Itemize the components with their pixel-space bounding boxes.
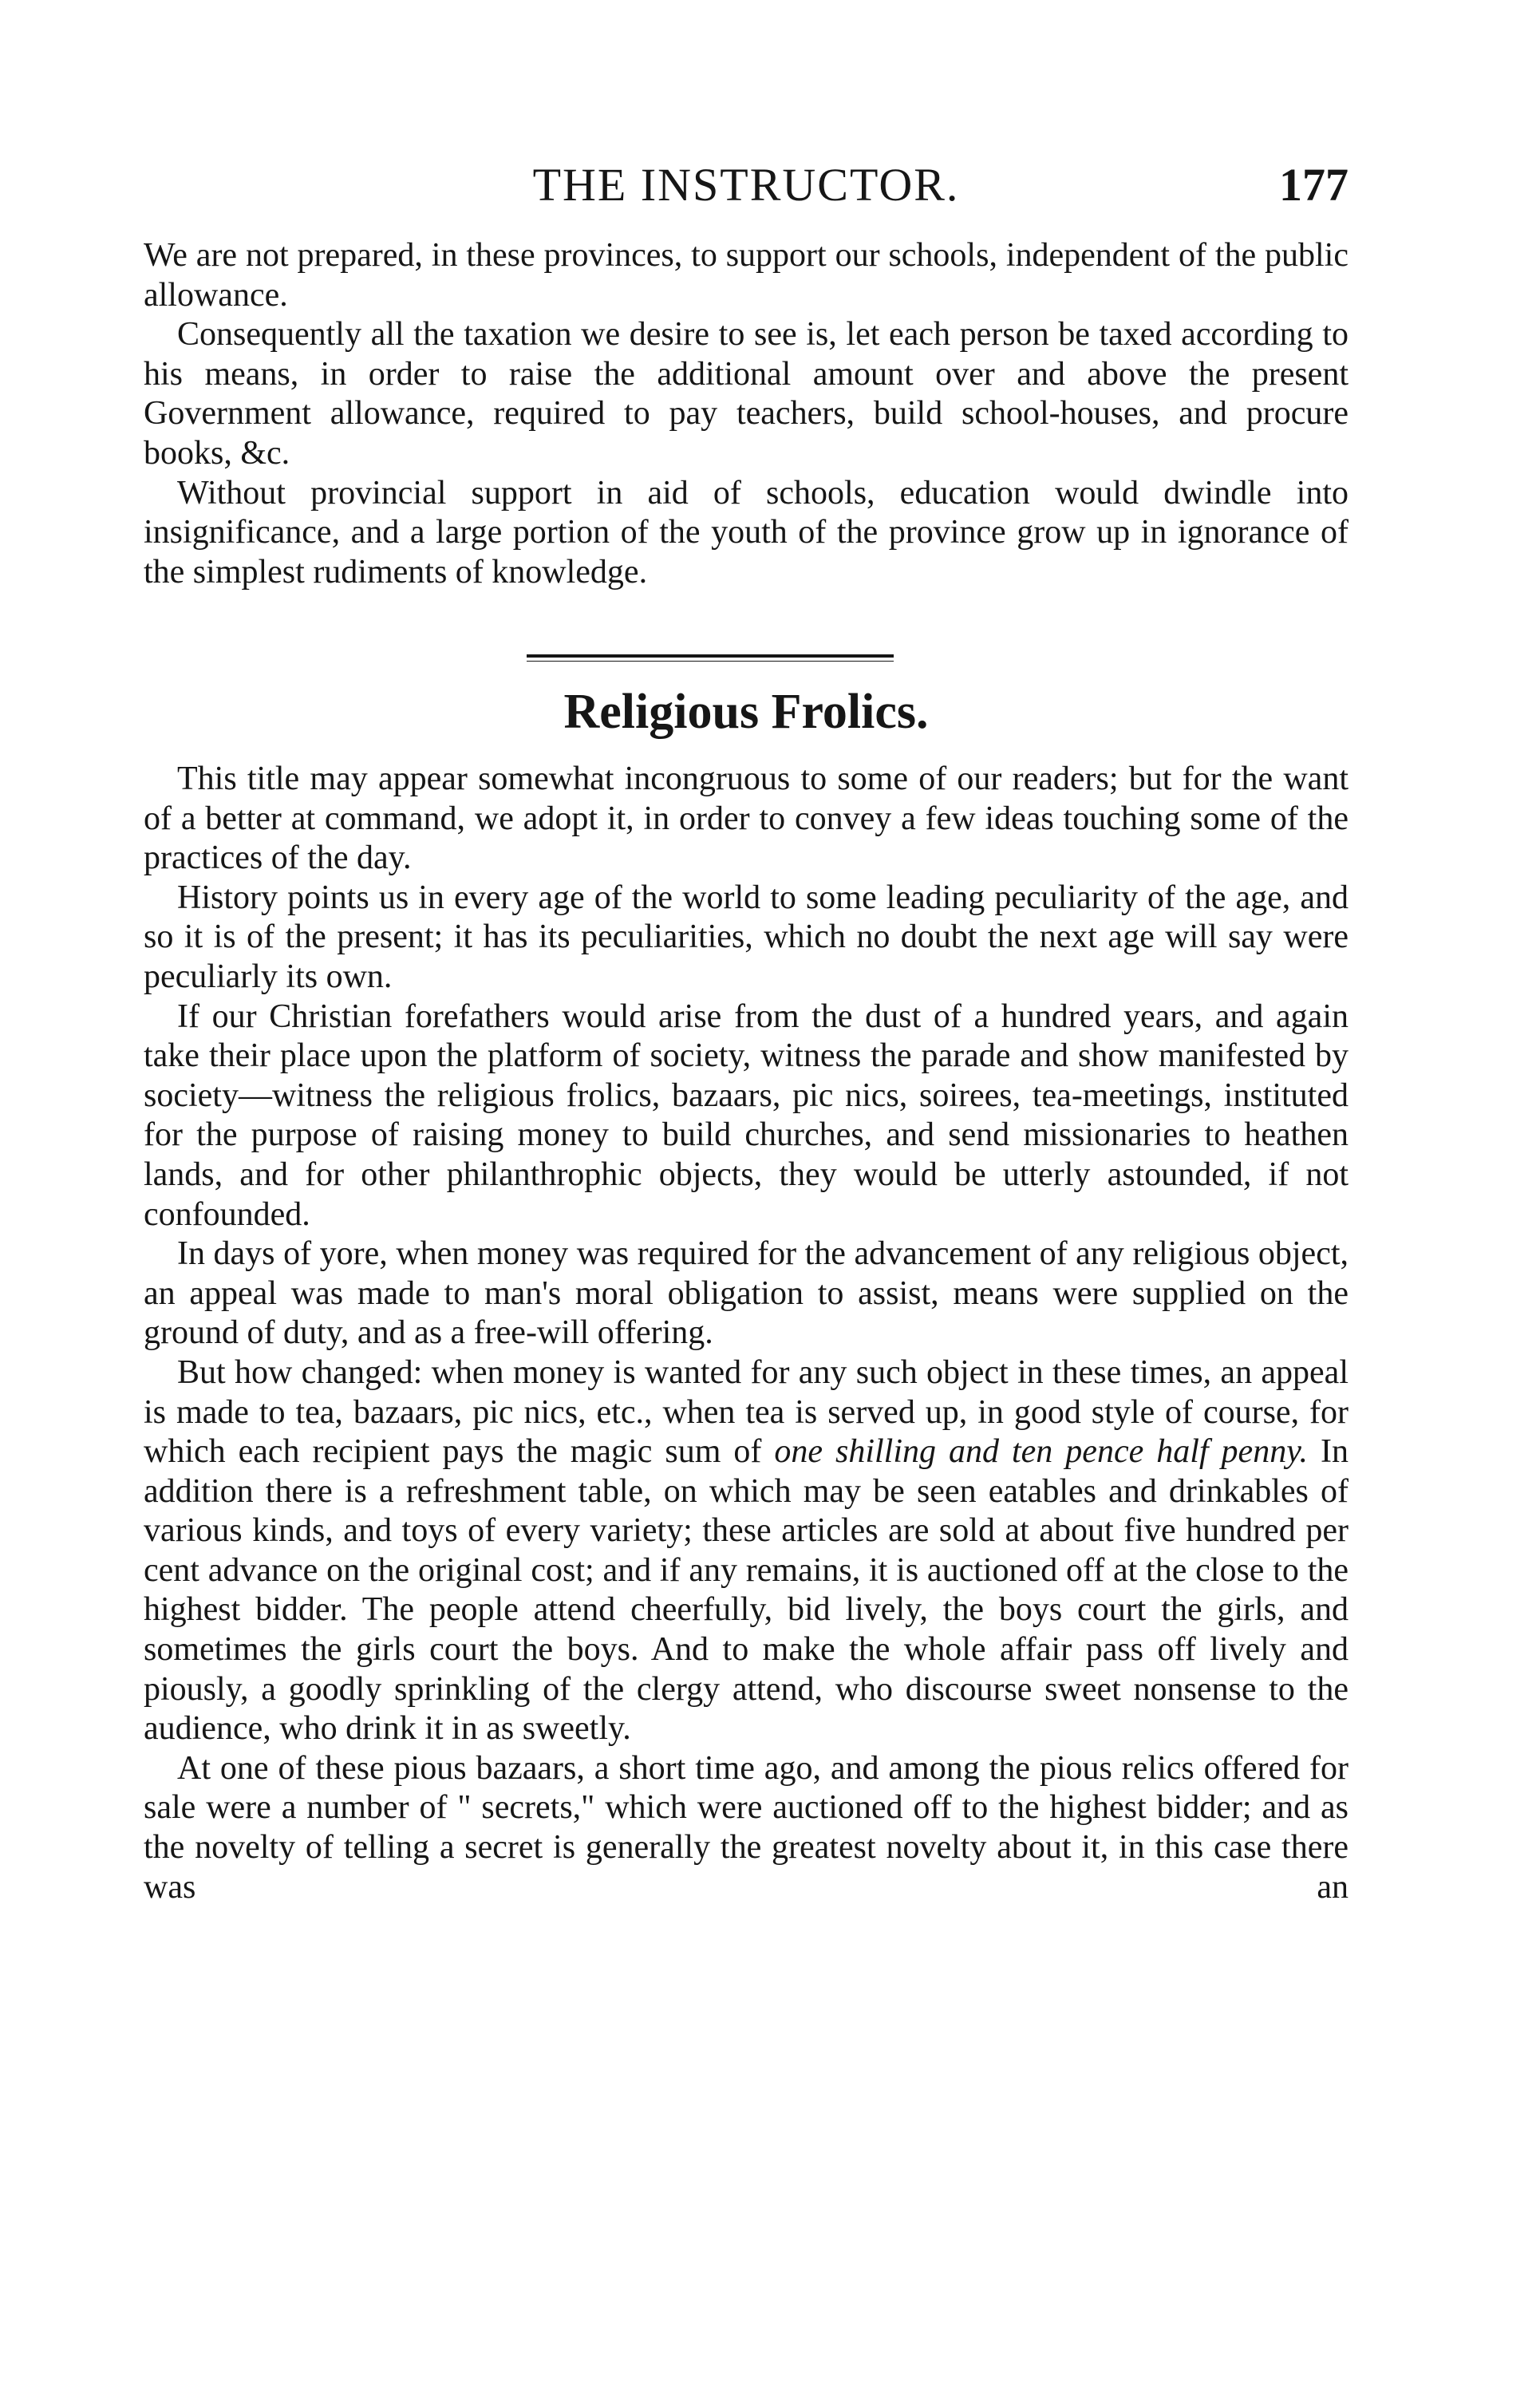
paragraph: Consequently all the taxation we desire to see is, let each person be taxed according to his means, in order to raise the additional amount over and above the present Government allowance, required to pay teachers, build school-houses, and procure books, &c. xyxy=(144,316,1348,472)
running-title: THE INSTRUCTOR. xyxy=(532,159,960,211)
paragraph: If our Christian forefathers would arise from the dust of a hundred years, and again take their place upon the platform of society, witness the parade and show manifested by society—witness the religious frolics, bazaars, pic nics, soirees, tea-meetings, instituted for the purpose of raising money to build churches, and send missionaries to heathen lands, and for other philanthrophic objects, they would be utterly astounded, if not confounded. xyxy=(144,998,1348,1233)
paragraph: We are not prepared, in these provinces, to support our schools, independent of the public allowance. xyxy=(144,237,1348,314)
paragraph-text: In addition there is a refreshment table, on which may be seen eatables and drinkables of various kinds, and toys of every variety; these articles are sold at about five hundred per cent advance on the original cost; and if any remains, it is auctioned off at the close to the highest bidder. The people attend cheerfully, bid lively, the boys court the girls, and sometimes the girls court the boys. And to make the whole affair pass off lively and piously, a goodly sprinkling of the clergy attend, who discourse sweet nonsense to the audience, who drink it in as sweetly. xyxy=(144,1433,1349,1748)
paragraph: Without provincial support in aid of schools, education would dwindle into insignificance, and a large portion of the youth of the province grow up in ignorance of the simplest rudiments of knowledge. xyxy=(144,474,1348,591)
double-rule xyxy=(527,654,894,662)
paragraph: History points us in every age of the world to some leading peculiarity of the age, and so it is of the present; it has its peculiarities, which no doubt the next age will say were peculiarly its own. xyxy=(144,879,1348,995)
paragraph-text: But how changed: when money is wanted for any such object in these times, an appeal is made to tea, bazaars, pic nics, etc., when tea is served up, in good style of course, for which each recipient pays the magic sum of xyxy=(144,1353,1348,1471)
section-divider xyxy=(527,654,894,666)
paragraph: In days of yore, when money was required for the advancement of any religious object, an appeal was made to man's moral obligation to assist, means were supplied on the ground of duty, and as a free-will offering. xyxy=(144,1235,1348,1352)
article-body xyxy=(144,760,1348,1907)
paragraph xyxy=(144,1353,1348,1749)
emphasized-price: one shilling and ten pence half penny. xyxy=(774,1433,1309,1471)
section-heading: Religious Frolics. xyxy=(563,685,929,739)
continued-article xyxy=(144,236,1348,592)
paragraph: This title may appear somewhat incongruous to some of our readers; but for the want of a better at command, we adopt it, in order to convey a few ideas touching some of the practices of the day. xyxy=(144,761,1348,877)
page-number: 177 xyxy=(1279,159,1348,211)
page-header xyxy=(144,153,1348,217)
paragraph: At one of these pious bazaars, a short time ago, and among the pious relics offered for sale were a number of " secrets," which were auctioned off to the highest bidder; and as the novelty of telling a secret is generally the greatest novelty about it, in this case there was an xyxy=(144,1749,1348,1906)
